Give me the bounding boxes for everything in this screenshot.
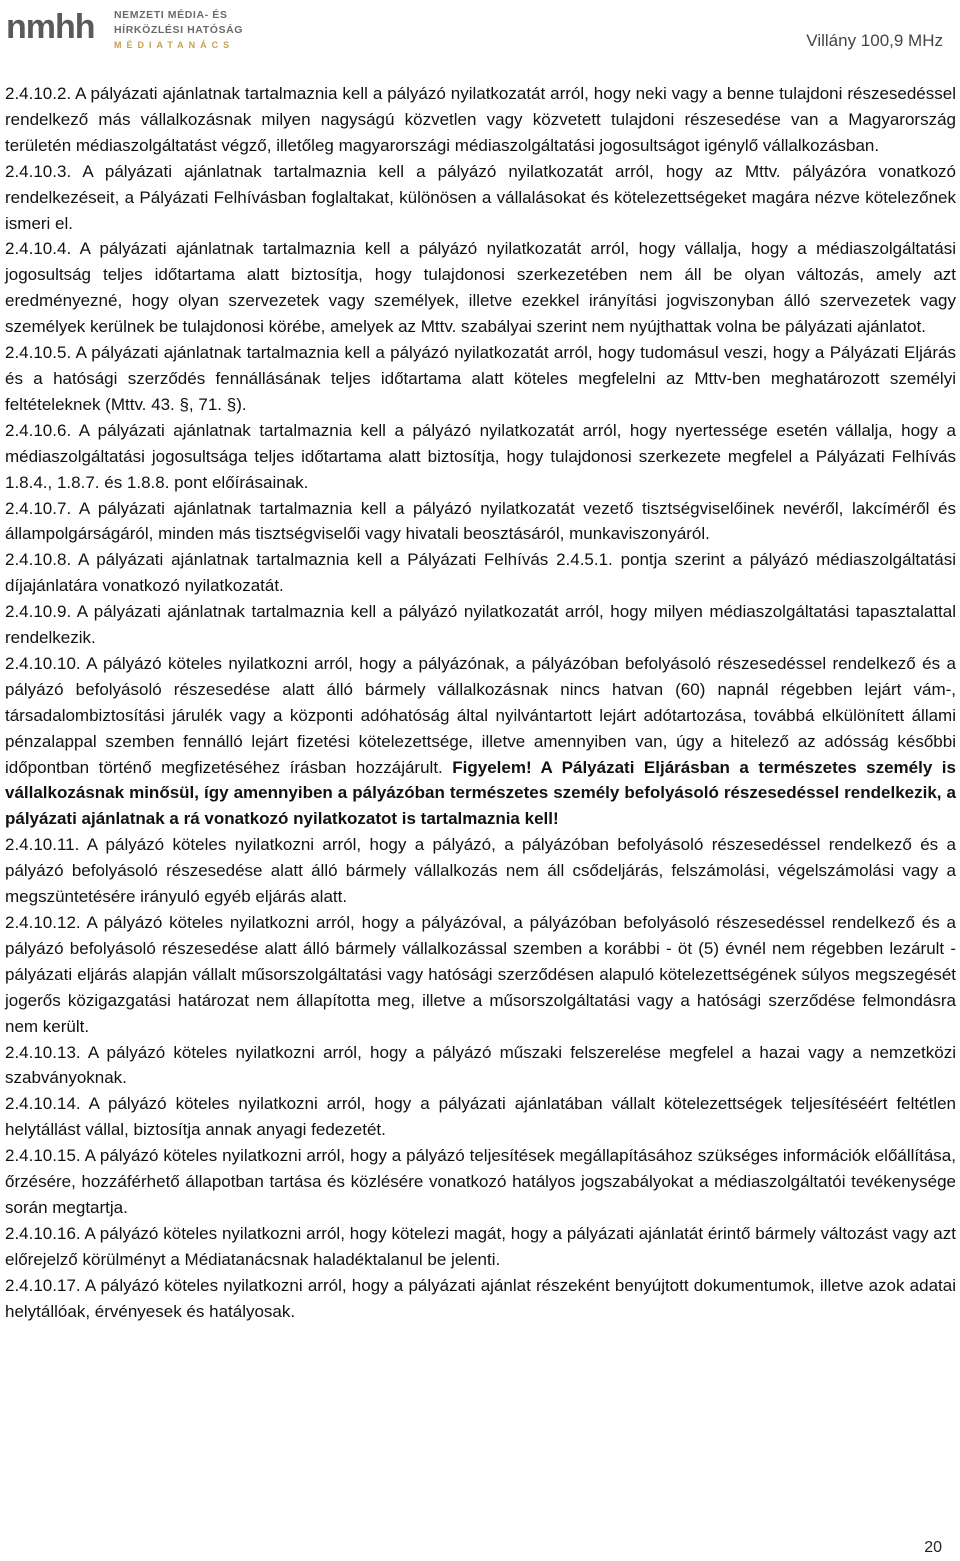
org-line-3: MÉDIATANÁCS: [114, 40, 235, 50]
page-number: 20: [924, 1539, 942, 1556]
paragraph-number: 2.4.10.13.: [5, 1042, 81, 1062]
paragraph-number: 2.4.10.10.: [5, 653, 81, 673]
paragraph-text: A pályázati ajánlatnak tartalmaznia kell a pályázó nyilatkozatát arról, hogy vállalja, hogy a médiaszolgáltatási jogosultság teljes időtartama alatt biztosítja, hogy tulajdonosi szerkezetében nem áll be olyan változás, amely azt eredményezné, hogy olyan szervezetek vagy személyek, illetve ezekkel irányítási jogviszonyban álló szervezetek vagy személyek kerülnek be tulajdonosi körébe, amelyek az Mttv. szabályai szerint nem nyújthattak volna be pályázati ajánlatot.: [5, 239, 956, 337]
paragraph-2-4-10-16: [5, 1221, 956, 1273]
paragraph-2-4-10-5: [5, 340, 956, 418]
paragraph-2-4-10-7: [5, 496, 956, 548]
paragraph-2-4-10-12: [5, 910, 956, 1040]
paragraph-2-4-10-14: [5, 1091, 956, 1143]
paragraph-text: A pályázati ajánlatnak tartalmaznia kell a Pályázati Felhívás 2.4.5.1. pontja szerint a pályázó médiaszolgáltatási díjajánlatára vonatkozó nyilatkozatát.: [5, 550, 956, 596]
page-header: [0, 0, 960, 56]
paragraph-text: A pályázati ajánlatnak tartalmaznia kell a pályázó nyilatkozatát arról, hogy tudomásul veszi, hogy a Pályázati Eljárás és a hatósági szerződés fennállásának teljes időtartama alatt köteles megfelelni az Mttv-ben meghatározott személyi feltételeknek (Mttv. 43. §, 71. §).: [5, 343, 956, 414]
paragraph-number: 2.4.10.15.: [5, 1146, 81, 1166]
paragraph-number: 2.4.10.6.: [5, 420, 72, 440]
paragraph-number: 2.4.10.2.: [5, 84, 72, 103]
paragraph-text: A pályázati ajánlatnak tartalmaznia kell a pályázó nyilatkozatát arról, hogy milyen médiaszolgáltatási tapasztalattal rendelkezik.: [5, 602, 956, 648]
nmhh-logo: [6, 4, 246, 50]
paragraph-number: 2.4.10.11.: [5, 835, 80, 855]
paragraph-text: A pályázó köteles nyilatkozni arról, hogy a pályázó, a pályázóban befolyásoló részesedéssel rendelkező és a pályázó befolyásoló részesedése alatt álló bármely vállalkozás nem áll csődeljárás, felszámolási, végelszámolási vagy a megszüntetésére irányuló egyéb eljárás alatt.: [5, 835, 956, 907]
paragraph-2-4-10-8: [5, 547, 956, 599]
paragraph-number: 2.4.10.14.: [5, 1094, 81, 1114]
paragraph-2-4-10-17: [5, 1273, 956, 1325]
paragraph-2-4-10-3: [5, 159, 956, 237]
paragraph-number: 2.4.10.7.: [5, 498, 72, 518]
paragraph-2-4-10-2: [5, 81, 956, 159]
paragraph-text: A pályázó köteles nyilatkozni arról, hogy a pályázati ajánlatában vállalt kötelezettségek teljesítéséért feltétlen helytállást vállal, biztosítja annak anyagi fedezetét.: [5, 1094, 956, 1140]
paragraph-text: A pályázó köteles nyilatkozni arról, hogy a pályázóval, a pályázóban befolyásoló részesedéssel rendelkező és a pályázó befolyásoló részesedése alatt álló bármely vállalkozással szemben a korábbi - öt (5) évnél nem régebben lezárult - pályázati eljárás alapján vállalt műsorszolgáltatási vagy hatósági szerződésen alapuló kötelezettségének súlyos megszegését jogerős közigazgatási határozat nem állapította meg, illetve a műsorszolgáltatási vagy a hatósági szerződése felmondásra nem került.: [5, 913, 956, 1036]
paragraph-2-4-10-4: [5, 236, 956, 340]
paragraph-number: 2.4.10.5.: [5, 343, 72, 363]
paragraph-2-4-10-9: [5, 599, 956, 651]
paragraph-2-4-10-10: [5, 651, 956, 832]
paragraph-2-4-10-13: [5, 1040, 956, 1092]
paragraph-text: A pályázó köteles nyilatkozni arról, hogy a pályázó műszaki felszerelése megfelel a hazai vagy a nemzetközi szabványoknak.: [5, 1042, 956, 1088]
paragraph-2-4-10-15: [5, 1143, 956, 1221]
paragraph-number: 2.4.10.9.: [5, 602, 72, 622]
paragraph-number: 2.4.10.17.: [5, 1275, 81, 1295]
paragraph-number: 2.4.10.16.: [5, 1223, 81, 1243]
org-line-1: NEMZETI MÉDIA- ÉS: [114, 9, 228, 21]
warning-notice: Figyelem! A Pályázati Eljárásban a természetes személy is vállalkozásnak minősül, így amennyiben a pályázóban természetes személy befolyásoló részesedéssel rendelkezik, a pályázati ajánlatnak a rá vonatkozó nyilatkozatot is tartalmaznia kell!: [5, 757, 956, 829]
paragraph-text: A pályázati ajánlatnak tartalmaznia kell a pályázó nyilatkozatát vezető tisztségviselőinek nevéről, lakcíméről és állampolgárságáról, minden más tisztségviselői vagy hivatali beosztásáról, munkaviszonyáról.: [5, 498, 956, 544]
paragraph-number: 2.4.10.3.: [5, 161, 72, 181]
document-body: [5, 81, 956, 1325]
paragraph-text: A pályázati ajánlatnak tartalmaznia kell a pályázó nyilatkozatát arról, hogy nyertessége esetén vállalja, hogy a médiaszolgáltatási jogosultsága teljes időtartama alatt biztosítja, hogy tulajdonosi szerkezete megfelel a Pályázati Felhívás 1.8.4., 1.8.7. és 1.8.8. pont előírásainak.: [5, 420, 956, 492]
paragraph-2-4-10-11: [5, 832, 956, 910]
svg-text:nmhh: nmhh: [6, 8, 95, 44]
paragraph-text: A pályázó köteles nyilatkozni arról, hogy a pályázónak, a pályázóban befolyásoló részesedéssel rendelkező és a pályázó befolyásoló részesedése alatt álló bármely vállalkozásnak nincs hatvan (60) napnál régebben lejárt vám-, társadalombiztosítási járulék vagy a központi adóhatóság által nyilvántartott lejárt adótartozása, továbbá elkülönített állami pénzalappal szemben fennálló lejárt fizetési kötelezettsége, illetve amennyiben van, úgy a hitelező az adósság későbbi időpontban történő megfizetéséhez írásban hozzájárult.: [5, 653, 956, 777]
nmhh-logo-icon: [6, 8, 102, 44]
paragraph-number: 2.4.10.12.: [5, 913, 81, 932]
paragraph-text: A pályázati ajánlatnak tartalmaznia kell a pályázó nyilatkozatát arról, hogy neki vagy a benne tulajdoni részesedéssel rendelkező más vállalkozásnak milyen nagyságú közvetlen vagy közvetett tulajdoni részesedése van a Magyarország területén médiaszolgáltatást végző, illetőleg magyarországi médiaszolgáltatási jogosultságot igénylő vállalkozásban.: [5, 84, 956, 155]
organization-name: [114, 8, 243, 53]
paragraph-text: A pályázati ajánlatnak tartalmaznia kell a pályázó nyilatkozatát arról, hogy az Mttv. pályázóra vonatkozó rendelkezéseit, a Pályázati Felhívásban foglaltakat, különösen a vállalásokat és kötelezettségeket magára nézve kötelezőnek ismeri el.: [5, 161, 956, 233]
paragraph-text: A pályázó köteles nyilatkozni arról, hogy a pályázati ajánlat részeként benyújtott dokumentumok, illetve azok adatai helytállóak, érvényesek és hatályosak.: [5, 1275, 956, 1321]
paragraph-2-4-10-6: [5, 418, 956, 496]
paragraph-text: A pályázó köteles nyilatkozni arról, hogy a pályázó teljesítések megállapításához szükséges információk előállítása, őrzésére, hozzáférhető állapotban tartása és közlésére vonatkozó hatályos jogszabályokat a médiaszolgáltatói tevékenysége során megtartja.: [5, 1146, 956, 1217]
paragraph-number: 2.4.10.4.: [5, 239, 72, 259]
paragraph-text: A pályázó köteles nyilatkozni arról, hogy kötelezi magát, hogy a pályázati ajánlatát érintő bármely változást vagy azt előrejelző körülményt a Médiatanácsnak haladéktalanul be jelenti.: [5, 1223, 956, 1269]
org-line-2: HÍRKÖZLÉSI HATÓSÁG: [114, 24, 244, 36]
paragraph-number: 2.4.10.8.: [5, 550, 72, 570]
station-label: Villány 100,9 MHz: [806, 31, 943, 50]
